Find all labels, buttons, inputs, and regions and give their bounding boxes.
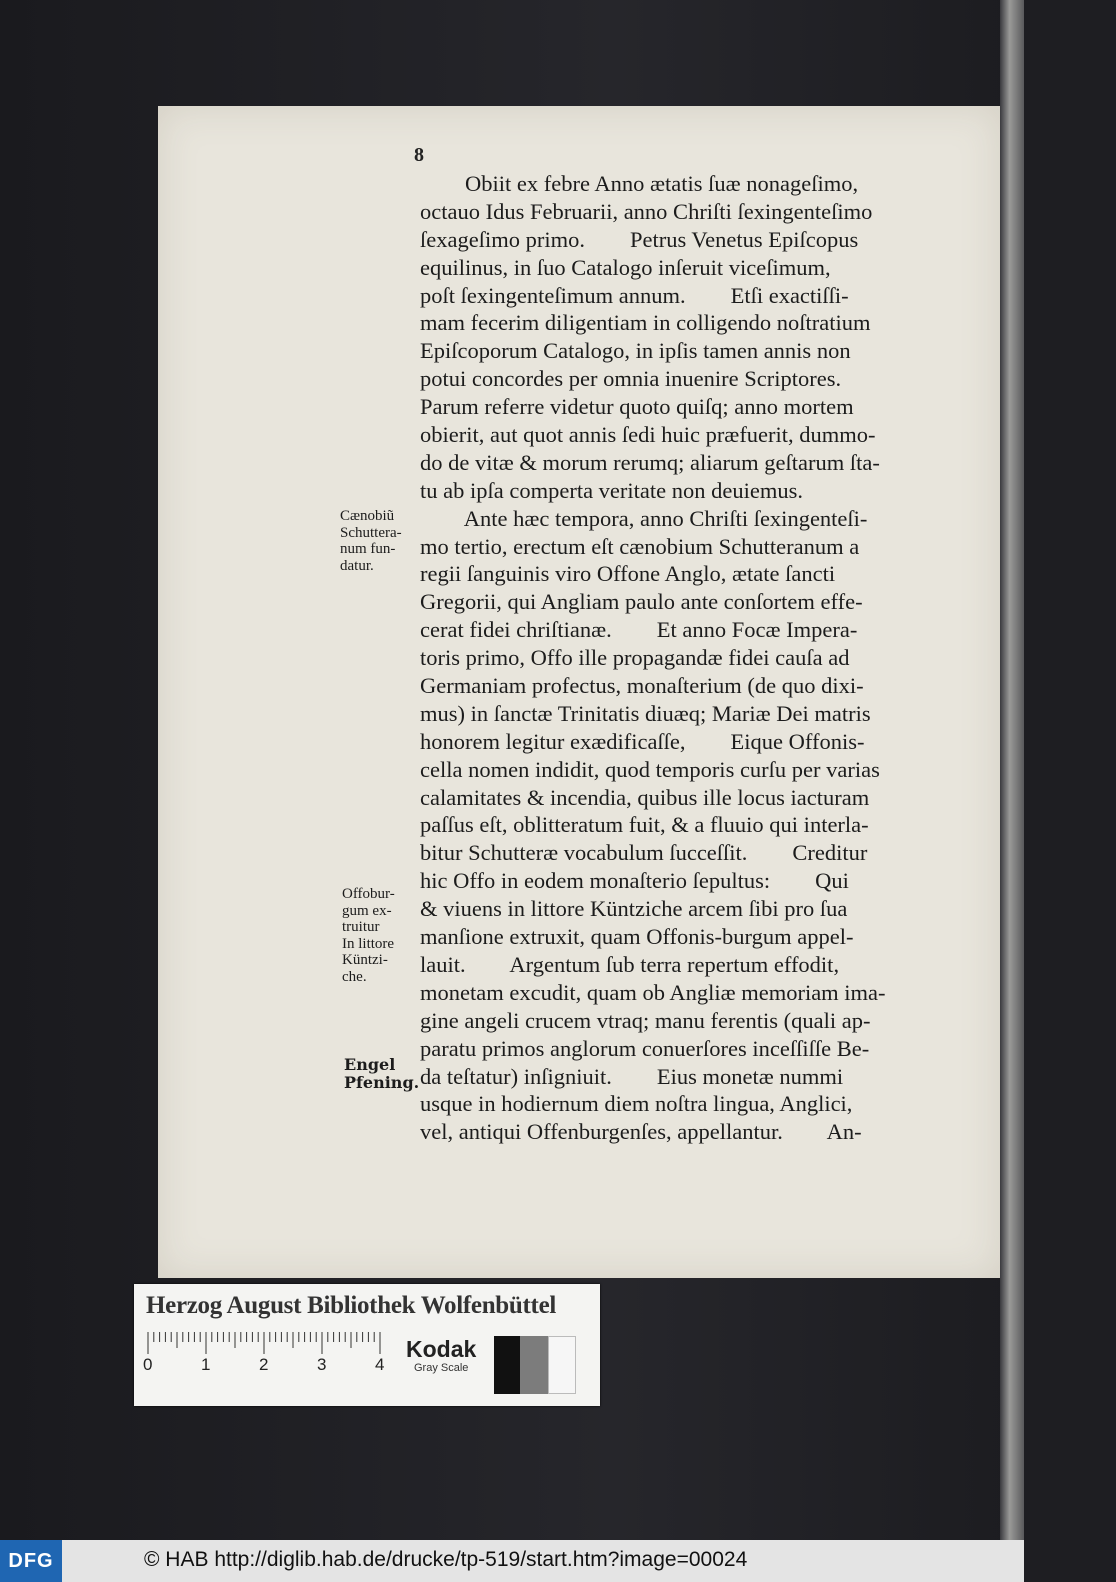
- library-name: Herzog August Bibliothek Wolfenbüttel: [146, 1292, 557, 1319]
- text-line: hic Offo in eodem monaſterio ſepultus: Qui: [420, 868, 849, 894]
- margin-note-line: che.: [342, 968, 367, 985]
- book-page: [158, 106, 1000, 1278]
- text-line: equilinus, in ſuo Catalogo inſeruit viceſimum,: [420, 254, 831, 280]
- text-line: cella nomen indidit, quod temporis curſu per varias: [420, 756, 880, 782]
- ruler-scale: [143, 1332, 386, 1374]
- text-line: paſſus eſt, oblitteratum fuit, & a fluuio qui interla-: [420, 812, 869, 838]
- footer-bar: [0, 1540, 1024, 1582]
- text-line: do de vitæ & morum rerumq; aliarum geſtarum ſta-: [420, 449, 880, 475]
- margin-note-line: Pfening.: [344, 1073, 420, 1092]
- text-line: bitur Schutteræ vocabulum ſucceſſit. Creditur: [420, 840, 868, 866]
- ruler-label: 3: [317, 1355, 327, 1374]
- text-line: mo tertio, erectum eſt cænobium Schutteranum a: [420, 533, 860, 559]
- text-line: usque in hodiernum diem noſtra lingua, Anglici,: [420, 1091, 853, 1117]
- margin-note-line: Engel: [344, 1055, 396, 1074]
- text-line: mus) in ſanctæ Trinitatis diuæq; Mariæ Dei matris: [420, 700, 871, 726]
- text-line: Parum referre videtur quoto quiſq; anno mortem: [420, 394, 854, 420]
- copyright-link[interactable]: © HAB http://diglib.hab.de/drucke/tp-519/start.htm?image=00024: [144, 1548, 748, 1571]
- text-line: Epiſcoporum Catalogo, in ipſis tamen annis non: [420, 338, 851, 364]
- text-line: manſione extruxit, quam Offonis-burgum appel-: [420, 924, 854, 950]
- text-line: Germaniam profectus, monaſterium (de quo dixi-: [420, 673, 864, 699]
- text-line: toris primo, Offo ille propagandæ fidei cauſa ad: [420, 645, 850, 671]
- text-line: lauit. Argentum ſub terra repertum effodit,: [420, 951, 840, 977]
- text-line: tu ab ipſa comperta veritate non deuiemus.: [420, 477, 803, 503]
- body-text: [420, 170, 1116, 1146]
- text-line: calamitates & incendia, quibus ille locus iacturam: [420, 784, 870, 810]
- text-line: paratu primos anglorum conuerſores inceſſiſſe Be-: [420, 1035, 870, 1061]
- text-line: monetam excudit, quam ob Angliæ memoriam ima-: [420, 979, 886, 1005]
- margin-note-engel-pfening: [344, 1056, 428, 1092]
- white-swatch: [548, 1336, 576, 1394]
- text-line: honorem legitur exædificaſſe, Eique Offonis-: [420, 728, 865, 754]
- ruler-label: 2: [259, 1355, 269, 1374]
- margin-note-line: Schuttera-: [340, 524, 402, 541]
- text-line: ſexageſimo primo. Petrus Venetus Epiſcopus: [420, 226, 859, 252]
- margin-note-offoburgum: [342, 886, 426, 985]
- text-line: Gregorii, qui Angliam paulo ante conſortem effe-: [420, 589, 863, 615]
- text-line: Ante hæc tempora, anno Chriſti ſexingenteſi-: [420, 505, 868, 531]
- dfg-logo: DFG: [0, 1540, 62, 1582]
- text-line: octauo Idus Februarii, anno Chriſti ſexingenteſimo: [420, 198, 873, 224]
- text-line: Obiit ex febre Anno ætatis ſuæ nonageſimo,: [420, 171, 859, 196]
- margin-note-line: Cænobiũ: [340, 508, 395, 524]
- text-line: & viuens in littore Küntziche arcem ſibi pro ſua: [420, 896, 848, 922]
- color-ruler-card: [134, 1284, 600, 1406]
- text-line: poſt ſexingenteſimum annum. Etſi exactiſſi-: [420, 282, 849, 308]
- margin-note-line: truitur: [342, 919, 380, 935]
- gray-swatch: [520, 1336, 548, 1394]
- grayscale-label: Gray Scale: [414, 1362, 469, 1374]
- page-number: 8: [414, 144, 424, 166]
- text-line: cerat fidei chriſtianæ. Et anno Focæ Impera-: [420, 617, 858, 643]
- margin-note-line: Offobur-: [342, 886, 395, 902]
- margin-note-line: Küntzi-: [342, 952, 388, 968]
- text-line: vel, antiqui Offenburgenſes, appellantur. An-: [420, 1119, 862, 1145]
- margin-note-line: In littore: [342, 935, 395, 952]
- ruler-label: 0: [143, 1355, 153, 1374]
- text-line: regii ſanguinis viro Offone Anglo, ætate ſancti: [420, 561, 836, 587]
- text-line: gine angeli crucem vtraq; manu ferentis (quali ap-: [420, 1007, 871, 1033]
- kodak-logo: Kodak: [406, 1336, 477, 1362]
- ruler-label: 1: [201, 1355, 211, 1374]
- text-line: mam fecerim diligentiam in colligendo noſtratium: [420, 310, 871, 336]
- text-line: potui concordes per omnia inuenire Scriptores.: [420, 366, 842, 392]
- black-swatch: [494, 1336, 520, 1394]
- margin-note-line: datur.: [340, 557, 374, 574]
- ruler-label: 4: [375, 1355, 385, 1374]
- text-line: da teſtatur) inſigniuit. Eius monetæ nummi: [420, 1063, 844, 1089]
- margin-note-line: num fun-: [340, 541, 396, 557]
- margin-note-coenobium: [340, 508, 424, 574]
- text-line: obierit, aut quot annis ſedi huic præfuerit, dummo-: [420, 422, 876, 448]
- margin-note-line: gum ex-: [342, 902, 392, 919]
